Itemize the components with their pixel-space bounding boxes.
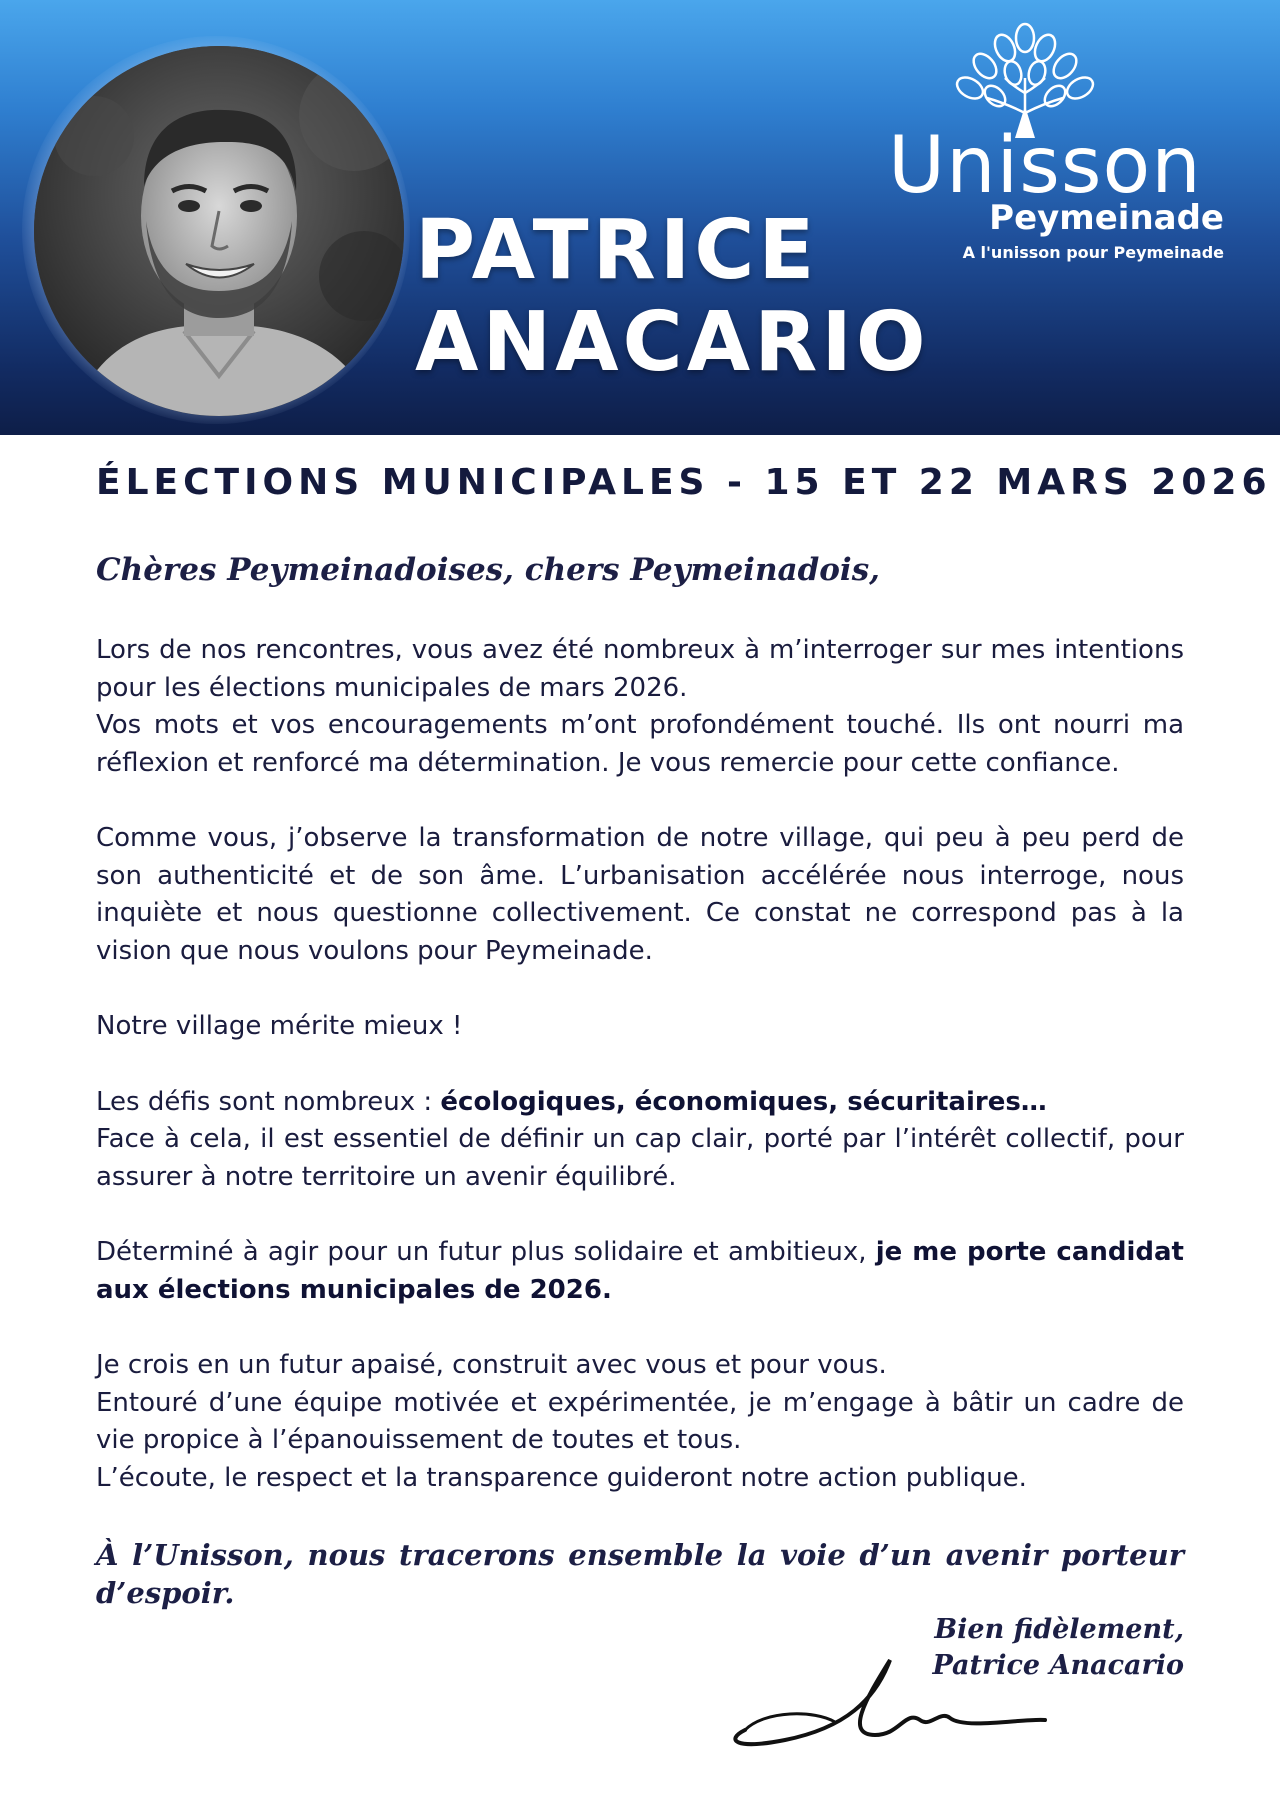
paragraph-6a: Je crois en un futur apaisé, construit avec vous et pour vous. <box>96 1350 887 1380</box>
portrait-image <box>34 46 404 416</box>
paragraph-1 <box>96 632 1184 782</box>
paragraph-5-prefix: Déterminé à agir pour un futur plus solidaire et ambitieux, <box>96 1237 876 1267</box>
paragraph-6b: Entouré d’une équipe motivée et expérimentée, je m’engage à bâtir un cadre de vie propice à l’épanouissement de toutes et tous. <box>96 1387 1184 1455</box>
logo-city: Peymeinade <box>989 198 1224 238</box>
election-heading: ÉLECTIONS MUNICIPALES - 15 ET 22 MARS 2026 <box>96 462 1272 503</box>
unisson-logo <box>880 18 1260 268</box>
candidate-name <box>415 205 930 389</box>
signoff-line-1: Bien fidèlement, <box>934 1614 1184 1645</box>
paragraph-5 <box>96 1234 1184 1309</box>
paragraph-1b: Vos mots et vos encouragements m’ont profondément touché. Ils ont nourri ma réflexion et renforcé ma détermination. Je vous remercie pour cette confiance. <box>96 710 1184 778</box>
paragraph-2: Comme vous, j’observe la transformation de notre village, qui peu à peu perd de son authenticité et de son âme. L’urbanisation accélérée nous interroge, nous inquiète et nous questionne collectivement. Ce constat ne correspond pas à la vision que nous voulons pour Peymeinade. <box>96 823 1184 966</box>
paragraph-4-bold: écologiques, économiques, sécuritaires… <box>440 1086 1047 1117</box>
letter-body <box>96 632 1184 1535</box>
logo-tagline: A l'unisson pour Peymeinade <box>962 243 1224 262</box>
paragraph-4-prefix: Les défis sont nombreux : <box>96 1086 441 1117</box>
paragraph-4b: Face à cela, il est essentiel de définir un cap clair, porté par l’intérêt collectif, pour assurer à notre territoire un avenir équilibré. <box>96 1124 1184 1192</box>
handwritten-signature <box>725 1640 1065 1750</box>
salutation: Chères Peymeinadoises, chers Peymeinadois, <box>96 552 880 588</box>
signoff-name: Patrice Anacario <box>932 1650 1184 1681</box>
paragraph-1a: Lors de nos rencontres, vous avez été nombreux à m’interroger sur mes intentions pour les élections municipales de mars 2026. <box>96 635 1184 703</box>
logo-wordmark: Unisson <box>888 121 1202 211</box>
paragraph-6 <box>96 1347 1184 1497</box>
header-banner <box>0 0 1280 435</box>
paragraph-4 <box>96 1084 1184 1197</box>
candidate-photo <box>34 46 404 416</box>
closing-statement: À l’Unisson, nous tracerons ensemble la voie d’un avenir porteur d’espoir. <box>96 1538 1184 1610</box>
paragraph-6c: L’écoute, le respect et la transparence guideront notre action publique. <box>96 1462 1027 1493</box>
paragraph-5-bold: je me porte candidat aux élections municipales de 2026. <box>96 1237 1184 1305</box>
tree-logo-icon <box>925 18 1125 138</box>
paragraph-3: Notre village mérite mieux ! <box>96 1011 463 1041</box>
candidate-last-name: ANACARIO <box>415 295 930 390</box>
candidate-first-name: PATRICE <box>415 203 819 298</box>
